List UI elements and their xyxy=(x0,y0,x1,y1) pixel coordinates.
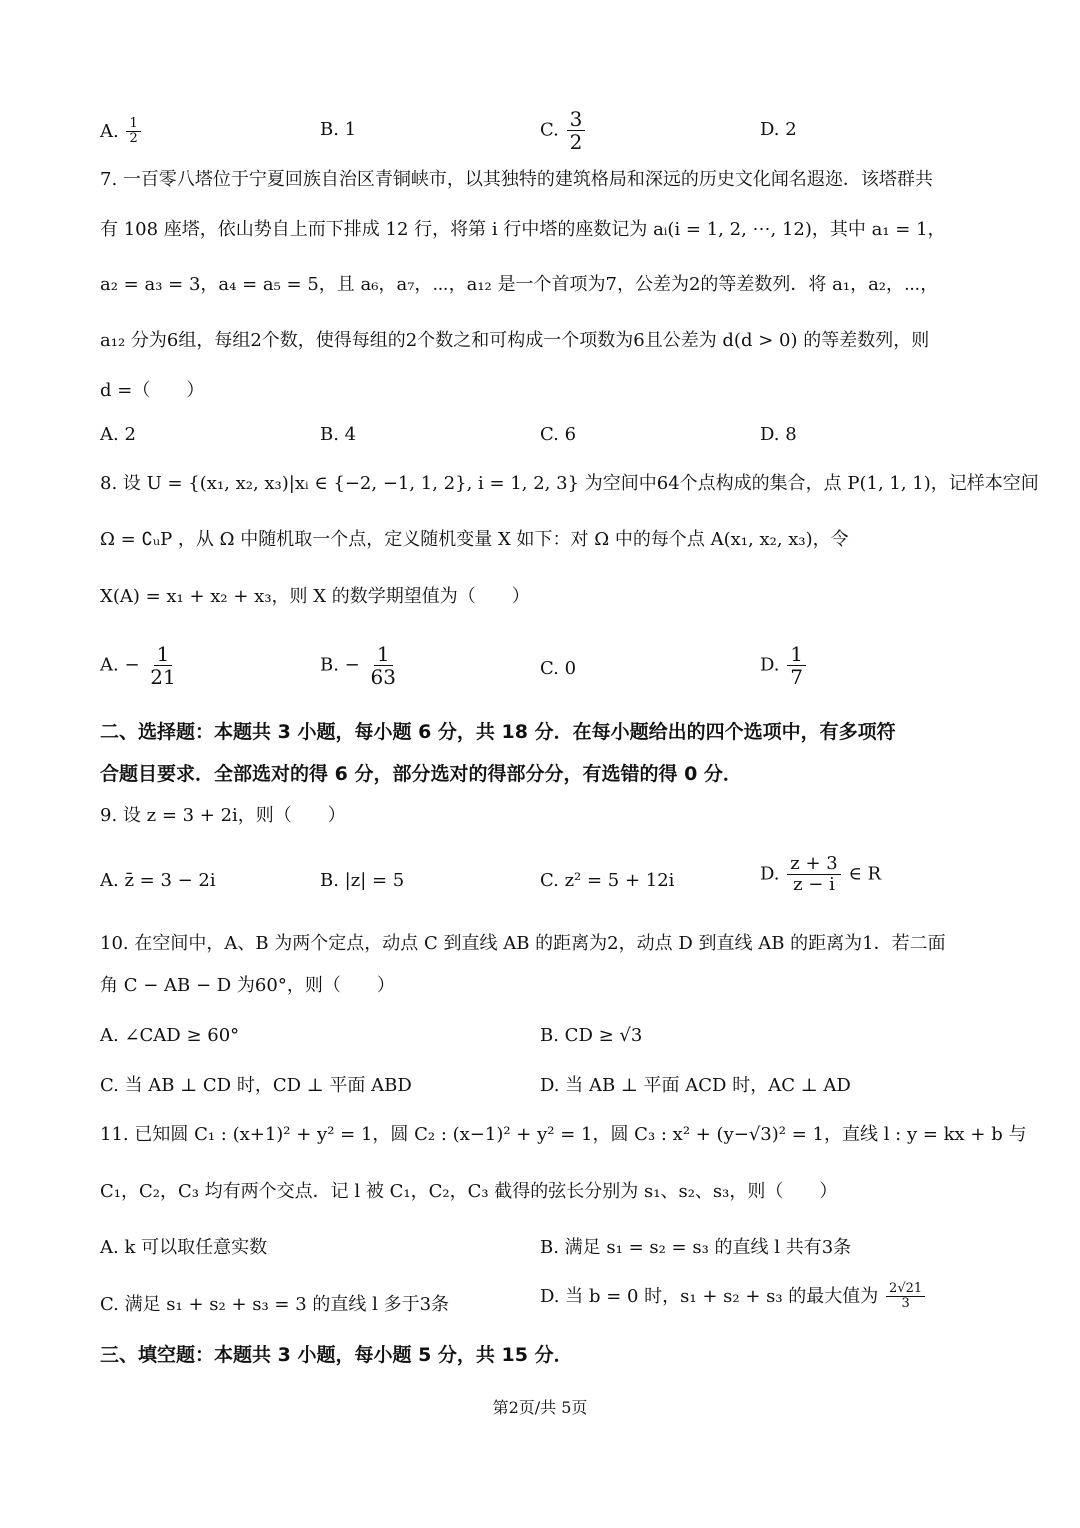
q6-option-d: D. 2 xyxy=(760,119,797,140)
q9-option-d xyxy=(760,854,881,895)
q10-line-1: 10. 在空间中，A、B 为两个定点，动点 C 到直线 AB 的距离为2，动点 D 到直线 AB 的距离为1．若二面 xyxy=(100,933,946,954)
section-2-heading-line-1: 二、选择题：本题共 3 小题，每小题 6 分，共 18 分．在每小题给出的四个选项中，有多项符 xyxy=(100,721,896,743)
section-3-heading: 三、填空题：本题共 3 小题，每小题 5 分，共 15 分． xyxy=(100,1344,573,1366)
q11-option-c: C. 满足 s₁ + s₂ + s₃ = 3 的直线 l 多于3条 xyxy=(100,1294,450,1315)
q11-option-a: A. k 可以取任意实数 xyxy=(100,1237,268,1258)
q8-option-b-fraction xyxy=(368,643,399,688)
q9-option-b: B. |z| = 5 xyxy=(320,870,405,891)
section-2-heading-line-2: 合题目要求．全部选对的得 6 分，部分选对的得部分分，有选错的得 0 分． xyxy=(100,763,742,785)
q7-option-a: A. 2 xyxy=(100,424,136,445)
q8-option-d-numerator: 1 xyxy=(787,643,806,666)
q8-line-3: X(A) = x₁ + x₂ + x₃，则 X 的数学期望值为（ ） xyxy=(100,586,530,607)
q10-option-a: A. ∠CAD ≥ 60° xyxy=(100,1025,240,1046)
q8-option-b-label: B. − xyxy=(320,654,360,676)
q6-option-a xyxy=(100,117,143,147)
q9-option-d-tail: ∈ R xyxy=(848,863,882,885)
q7-option-d: D. 8 xyxy=(760,424,797,445)
q11-option-d-numerator: 2√21 xyxy=(886,1282,925,1297)
q6-option-b: B. 1 xyxy=(320,119,357,140)
q7-line-5: d =（ ） xyxy=(100,380,205,401)
q10-line-2: 角 C − AB − D 为60°，则（ ） xyxy=(100,975,395,996)
q8-option-a-fraction xyxy=(147,643,178,688)
q8-line-2: Ω = ∁ᵤP ，从 Ω 中随机取一个点，定义随机变量 X 如下：对 Ω 中的每个点 A(x₁, x₂, x₃)，令 xyxy=(100,529,849,550)
q7-line-1: 7. 一百零八塔位于宁夏回族自治区青铜峡市，以其独特的建筑格局和深远的历史文化闻名遐迩．该塔群共 xyxy=(100,169,933,190)
q8-option-c: C. 0 xyxy=(540,658,577,679)
q11-option-d-denominator: 3 xyxy=(901,1296,910,1312)
q8-option-d-denominator: 7 xyxy=(790,665,803,689)
q7-line-3: a₂ = a₃ = 3，a₄ = a₅ = 5，且 a₆，a₇，⋯，a₁₂ 是一个首项为7，公差为2的等差数列．将 a₁，a₂，⋯， xyxy=(100,274,939,295)
q11-option-d-fraction xyxy=(886,1282,925,1312)
q6-option-a-label: A. xyxy=(100,120,119,142)
q7-option-b: B. 4 xyxy=(320,424,357,445)
q8-option-b xyxy=(320,643,401,688)
q6-option-c-numerator: 3 xyxy=(567,108,586,131)
q8-option-a-numerator: 1 xyxy=(154,643,173,666)
q11-option-b: B. 满足 s₁ = s₂ = s₃ 的直线 l 共有3条 xyxy=(540,1237,852,1258)
q11-line-2: C₁，C₂，C₃ 均有两个交点．记 l 被 C₁，C₂，C₃ 截得的弦长分别为 s₁、s₂、s₃，则（ ） xyxy=(100,1181,838,1202)
q10-option-d: D. 当 AB ⊥ 平面 ACD 时，AC ⊥ AD xyxy=(540,1075,851,1096)
q11-option-d xyxy=(540,1282,927,1312)
q11-option-d-text: D. 当 b = 0 时，s₁ + s₂ + s₃ 的最大值为 xyxy=(540,1285,879,1307)
q8-option-b-numerator: 1 xyxy=(374,643,393,666)
q6-option-c-denominator: 2 xyxy=(569,130,583,154)
q10-option-b: B. CD ≥ √3 xyxy=(540,1025,643,1046)
q8-option-b-denominator: 63 xyxy=(370,665,396,689)
q7-option-c: C. 6 xyxy=(540,424,577,445)
q6-option-c-fraction xyxy=(567,108,586,153)
page-number-footer: 第2页/共 5页 xyxy=(492,1398,588,1417)
q7-line-2: 有 108 座塔，依山势自上而下排成 12 行，将第 i 行中塔的座数记为 aᵢ(i = 1, 2, ⋯, 12)，其中 a₁ = 1， xyxy=(100,219,946,240)
q9-stem: 9. 设 z = 3 + 2i，则（ ） xyxy=(100,805,346,826)
q6-option-a-numerator: 1 xyxy=(126,117,140,132)
q8-option-a-label: A. − xyxy=(100,654,140,676)
q8-option-d-label: D. xyxy=(760,654,780,676)
q9-option-d-label: D. xyxy=(760,863,780,885)
q9-option-d-denominator: z − i xyxy=(793,873,835,895)
q9-option-d-numerator: z + 3 xyxy=(787,854,840,875)
q8-option-a-denominator: 21 xyxy=(150,665,176,689)
q9-option-c: C. z² = 5 + 12i xyxy=(540,870,675,891)
q8-option-d xyxy=(760,643,808,688)
q6-option-c-label: C. xyxy=(540,119,559,141)
q11-line-1: 11. 已知圆 C₁ : (x+1)² + y² = 1，圆 C₂ : (x−1)² + y² = 1，圆 C₃ : x² + (y−√3)² = 1，直线 l : y = kx + b 与 xyxy=(100,1124,1027,1145)
q9-option-d-fraction xyxy=(787,854,840,895)
q6-option-a-denominator: 2 xyxy=(129,131,138,147)
q6-option-a-fraction xyxy=(126,117,140,147)
q9-option-a: A. z̄ = 3 − 2i xyxy=(100,870,216,891)
q8-option-a xyxy=(100,643,181,688)
q8-option-d-fraction xyxy=(787,643,806,688)
q8-line-1: 8. 设 U = {(x₁, x₂, x₃)|xᵢ ∈ {−2, −1, 1, 2}, i = 1, 2, 3} 为空间中64个点构成的集合，点 P(1, 1, 1)，记样本空间 xyxy=(100,473,1039,494)
q10-option-c: C. 当 AB ⊥ CD 时，CD ⊥ 平面 ABD xyxy=(100,1075,412,1096)
q6-option-c xyxy=(540,108,587,153)
q7-line-4: a₁₂ 分为6组，每组2个数，使得每组的2个数之和可构成一个项数为6且公差为 d(d > 0) 的等差数列，则 xyxy=(100,330,930,351)
